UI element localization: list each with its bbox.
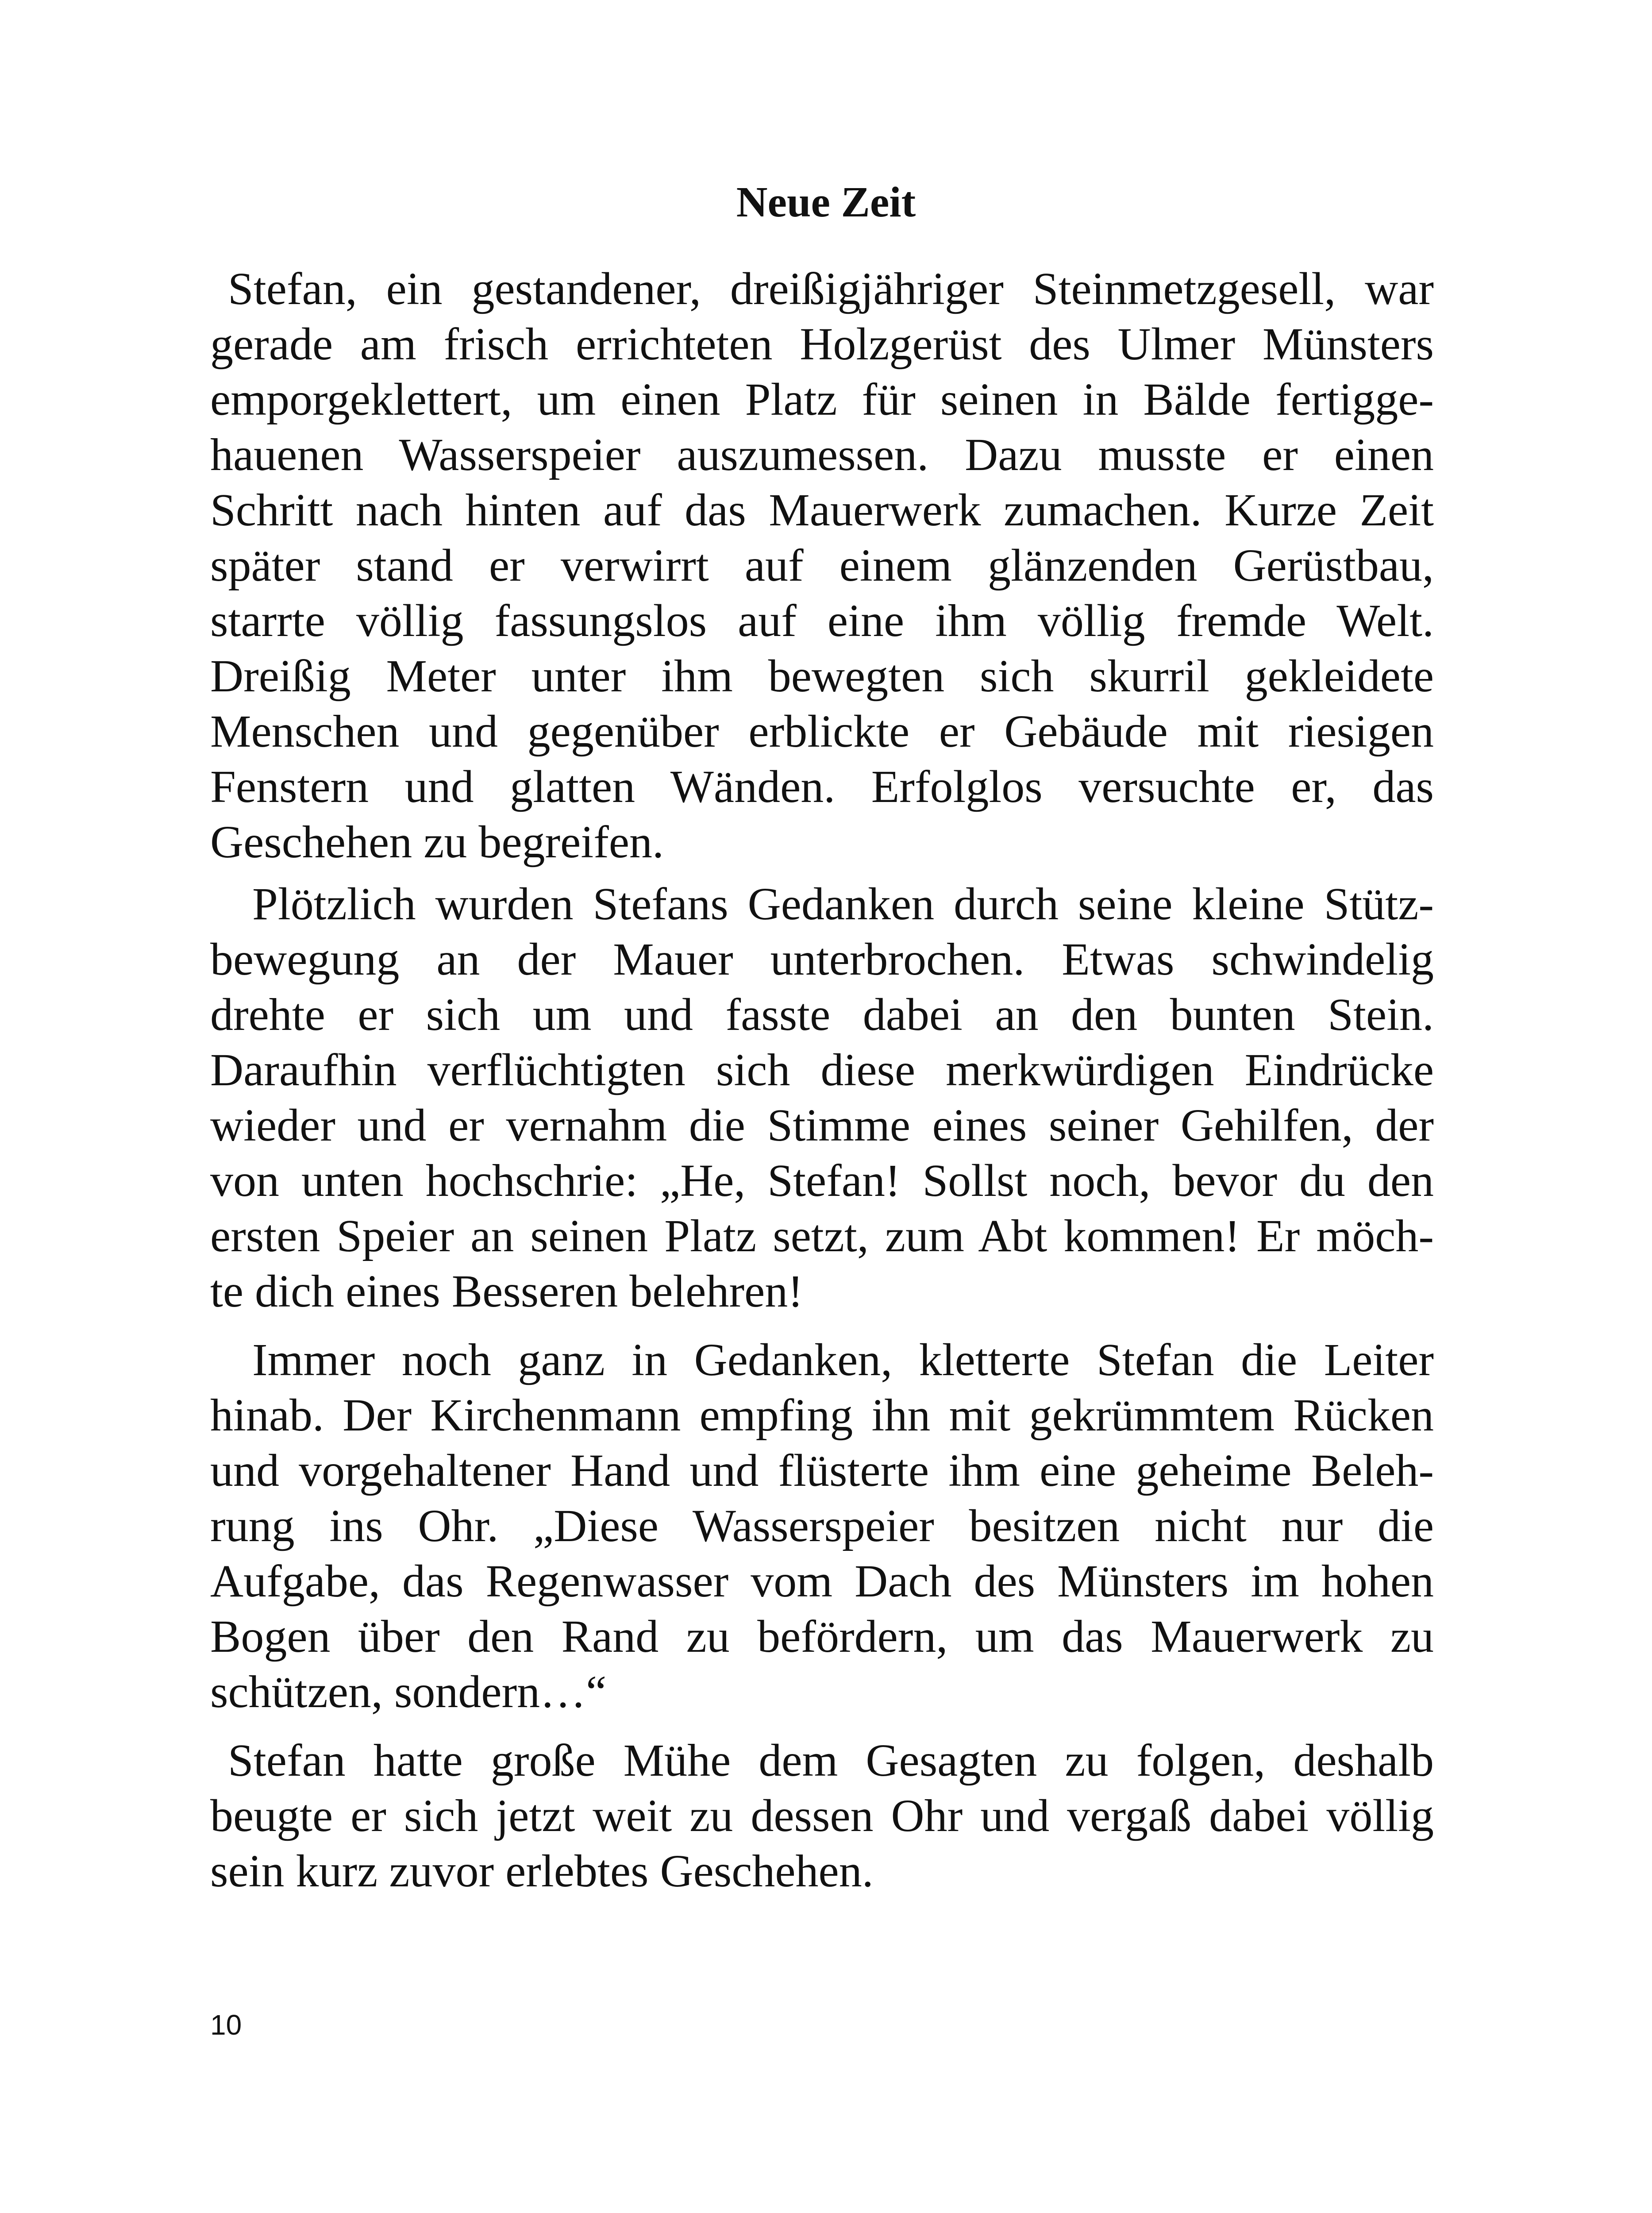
paragraph-line: te dich eines Besseren belehren!: [210, 1266, 803, 1317]
paragraph-line: Immer noch ganz in Gedanken, kletterte Stefan die Leiter: [252, 1334, 1434, 1385]
paragraph-line: und vorgehaltener Hand und flüsterte ihm eine geheime Beleh-: [210, 1445, 1434, 1496]
paragraph-3: [210, 1332, 1434, 1720]
paragraph-line: von unten hochschrie: „He, Stefan! Sollst noch, bevor du den: [210, 1155, 1434, 1206]
paragraph-line: starrte völlig fassungslos auf eine ihm völlig fremde Welt.: [210, 595, 1434, 646]
paragraph-line: ersten Speier an seinen Platz setzt, zum Abt kommen! Er möch-: [210, 1211, 1434, 1261]
paragraph-line: Geschehen zu begreifen.: [210, 817, 664, 867]
paragraph-line: Schritt nach hinten auf das Mauerwerk zumachen. Kurze Zeit: [210, 485, 1434, 536]
chapter-title: Neue Zeit: [736, 178, 916, 226]
paragraph-line: sein kurz zuvor erlebtes Geschehen.: [210, 1846, 874, 1897]
paragraph-line: rung ins Ohr. „Diese Wasserspeier besitzen nicht nur die: [210, 1500, 1434, 1551]
paragraph-4: [210, 1733, 1434, 1899]
paragraph-line: Stefan, ein gestandener, dreißigjähriger Steinmetzgesell, war: [228, 263, 1434, 314]
paragraph-line: Daraufhin verflüchtigten sich diese merkwürdigen Eindrücke: [210, 1045, 1434, 1095]
paragraph-line: Bogen über den Rand zu befördern, um das Mauerwerk zu: [210, 1611, 1434, 1662]
paragraph-line: Plötzlich wurden Stefans Gedanken durch seine kleine Stütz-: [252, 879, 1434, 929]
paragraph-2: [210, 876, 1434, 1319]
paragraph-line: später stand er verwirrt auf einem glänzenden Gerüstbau,: [210, 540, 1434, 591]
paragraph-line: beugte er sich jetzt weit zu dessen Ohr und vergaß dabei völlig: [210, 1790, 1434, 1841]
paragraph-line: Aufgabe, das Regenwasser vom Dach des Münsters im hohen: [210, 1556, 1434, 1607]
paragraph-line: hinab. Der Kirchenmann empfing ihn mit gekrümmtem Rücken: [210, 1390, 1434, 1441]
paragraph-line: drehte er sich um und fasste dabei an den bunten Stein.: [210, 989, 1434, 1040]
paragraph-1: [210, 261, 1434, 870]
paragraph-line: wieder und er vernahm die Stimme eines seiner Gehilfen, der: [210, 1100, 1434, 1151]
paragraph-line: Dreißig Meter unter ihm bewegten sich skurril gekleidete: [210, 651, 1434, 702]
paragraph-line: hauenen Wasserspeier auszumessen. Dazu musste er einen: [210, 429, 1434, 480]
paragraph-line: emporgeklettert, um einen Platz für seinen in Bälde fertigge-: [210, 374, 1434, 425]
paragraph-line: Fenstern und glatten Wänden. Erfolglos versuchte er, das: [210, 761, 1434, 812]
paragraph-line: Menschen und gegenüber erblickte er Gebäude mit riesigen: [210, 706, 1434, 757]
page-number: 10: [210, 2009, 242, 2041]
paragraph-line: Stefan hatte große Mühe dem Gesagten zu folgen, deshalb: [228, 1735, 1434, 1786]
paragraph-line: bewegung an der Mauer unterbrochen. Etwas schwindelig: [210, 934, 1434, 985]
paragraph-line: schützen, sondern…“: [210, 1666, 607, 1717]
paragraph-line: gerade am frisch errichteten Holzgerüst des Ulmer Münsters: [210, 319, 1434, 370]
